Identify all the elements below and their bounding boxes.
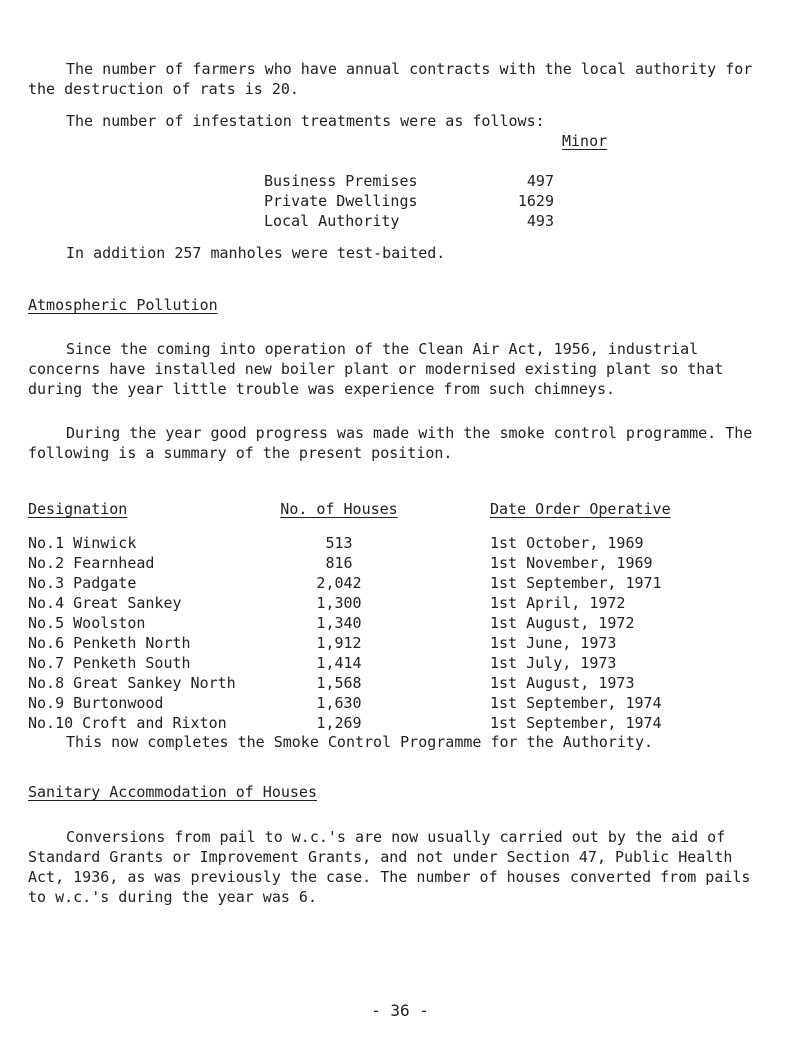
table-row	[28, 593, 760, 613]
table-row	[28, 573, 760, 593]
designation-cell: No.4 Great Sankey	[28, 594, 182, 612]
clean-air-paragraph: Since the coming into operation of the Clean Air Act, 1956, industrial concerns have installed new boiler plant or modernised existing plant so that during the year little trouble was experience from such chimneys.	[28, 340, 724, 398]
table-row	[28, 553, 760, 573]
houses-cell: 1,912	[316, 634, 362, 652]
table-header-row	[28, 499, 760, 533]
designation-cell: No.6 Penketh North	[28, 634, 191, 652]
date-cell: 1st October, 1969	[490, 534, 644, 552]
infestation-intro: The number of infestation treatments were as follows:	[66, 112, 545, 130]
infestation-label: Local Authority	[264, 212, 400, 230]
date-cell: 1st July, 1973	[490, 654, 617, 672]
date-cell: 1st November, 1969	[490, 554, 653, 572]
minor-column-header: Minor	[562, 132, 608, 150]
houses-cell: 1,300	[316, 594, 362, 612]
houses-cell: 816	[325, 554, 353, 572]
houses-cell: 1,340	[316, 614, 362, 632]
page-number: - 36 -	[371, 1001, 429, 1020]
designation-cell: No.3 Padgate	[28, 574, 137, 592]
table-row	[28, 653, 760, 673]
designation-cell: No.2 Fearnhead	[28, 554, 155, 572]
designation-cell: No.10 Croft and Rixton	[28, 714, 227, 732]
designation-header: Designation	[28, 500, 128, 518]
infestation-label: Business Premises	[264, 172, 418, 190]
infestation-label: Private Dwellings	[264, 192, 418, 210]
designation-cell: No.7 Penketh South	[28, 654, 191, 672]
designation-cell: No.5 Woolston	[28, 614, 146, 632]
designation-cell: No.8 Great Sankey North	[28, 674, 236, 692]
infestation-row	[264, 171, 584, 191]
infestation-value: 493	[526, 212, 554, 230]
houses-cell: 1,630	[316, 694, 362, 712]
sanitary-accommodation-heading: Sanitary Accommodation of Houses	[28, 783, 317, 801]
houses-cell: 1,414	[316, 654, 362, 672]
table-row	[28, 693, 760, 713]
smoke-control-table	[28, 499, 760, 733]
date-cell: 1st September, 1974	[490, 714, 662, 732]
completion-paragraph: This now completes the Smoke Control Programme for the Authority.	[66, 733, 653, 751]
date-cell: 1st September, 1974	[490, 694, 662, 712]
table-row	[28, 633, 760, 653]
infestation-row	[264, 191, 584, 211]
manholes-paragraph: In addition 257 manholes were test-baited.	[66, 244, 446, 262]
date-cell: 1st August, 1973	[490, 674, 635, 692]
houses-header: No. of Houses	[280, 500, 398, 518]
infestation-row	[264, 211, 584, 231]
houses-cell: 513	[325, 534, 353, 552]
table-row	[28, 713, 760, 733]
table-row	[28, 673, 760, 693]
table-row	[28, 613, 760, 633]
houses-cell: 1,568	[316, 674, 362, 692]
smoke-control-paragraph: During the year good progress was made with the smoke control programme. The following is a summary of the present position.	[28, 424, 753, 462]
houses-cell: 1,269	[316, 714, 362, 732]
date-cell: 1st September, 1971	[490, 574, 662, 592]
date-cell: 1st April, 1972	[490, 594, 626, 612]
date-cell: 1st June, 1973	[490, 634, 617, 652]
designation-cell: No.1 Winwick	[28, 534, 137, 552]
date-header: Date Order Operative	[490, 500, 671, 518]
designation-cell: No.9 Burtonwood	[28, 694, 164, 712]
table-row	[28, 533, 760, 553]
rat-contracts-paragraph: The number of farmers who have annual contracts with the local authority for the destruction of rats is 20.	[28, 60, 753, 98]
conversions-paragraph: Conversions from pail to w.c.'s are now usually carried out by the aid of Standard Grants or Improvement Grants, and not under Section 47, Public Health Act, 1936, as was previously the case. The number of houses converted from pails to w.c.'s during the year was 6.	[28, 828, 751, 906]
infestation-value: 497	[526, 172, 554, 190]
houses-cell: 2,042	[316, 574, 362, 592]
infestation-value: 1629	[517, 192, 554, 210]
atmospheric-pollution-heading: Atmospheric Pollution	[28, 296, 218, 314]
date-cell: 1st August, 1972	[490, 614, 635, 632]
